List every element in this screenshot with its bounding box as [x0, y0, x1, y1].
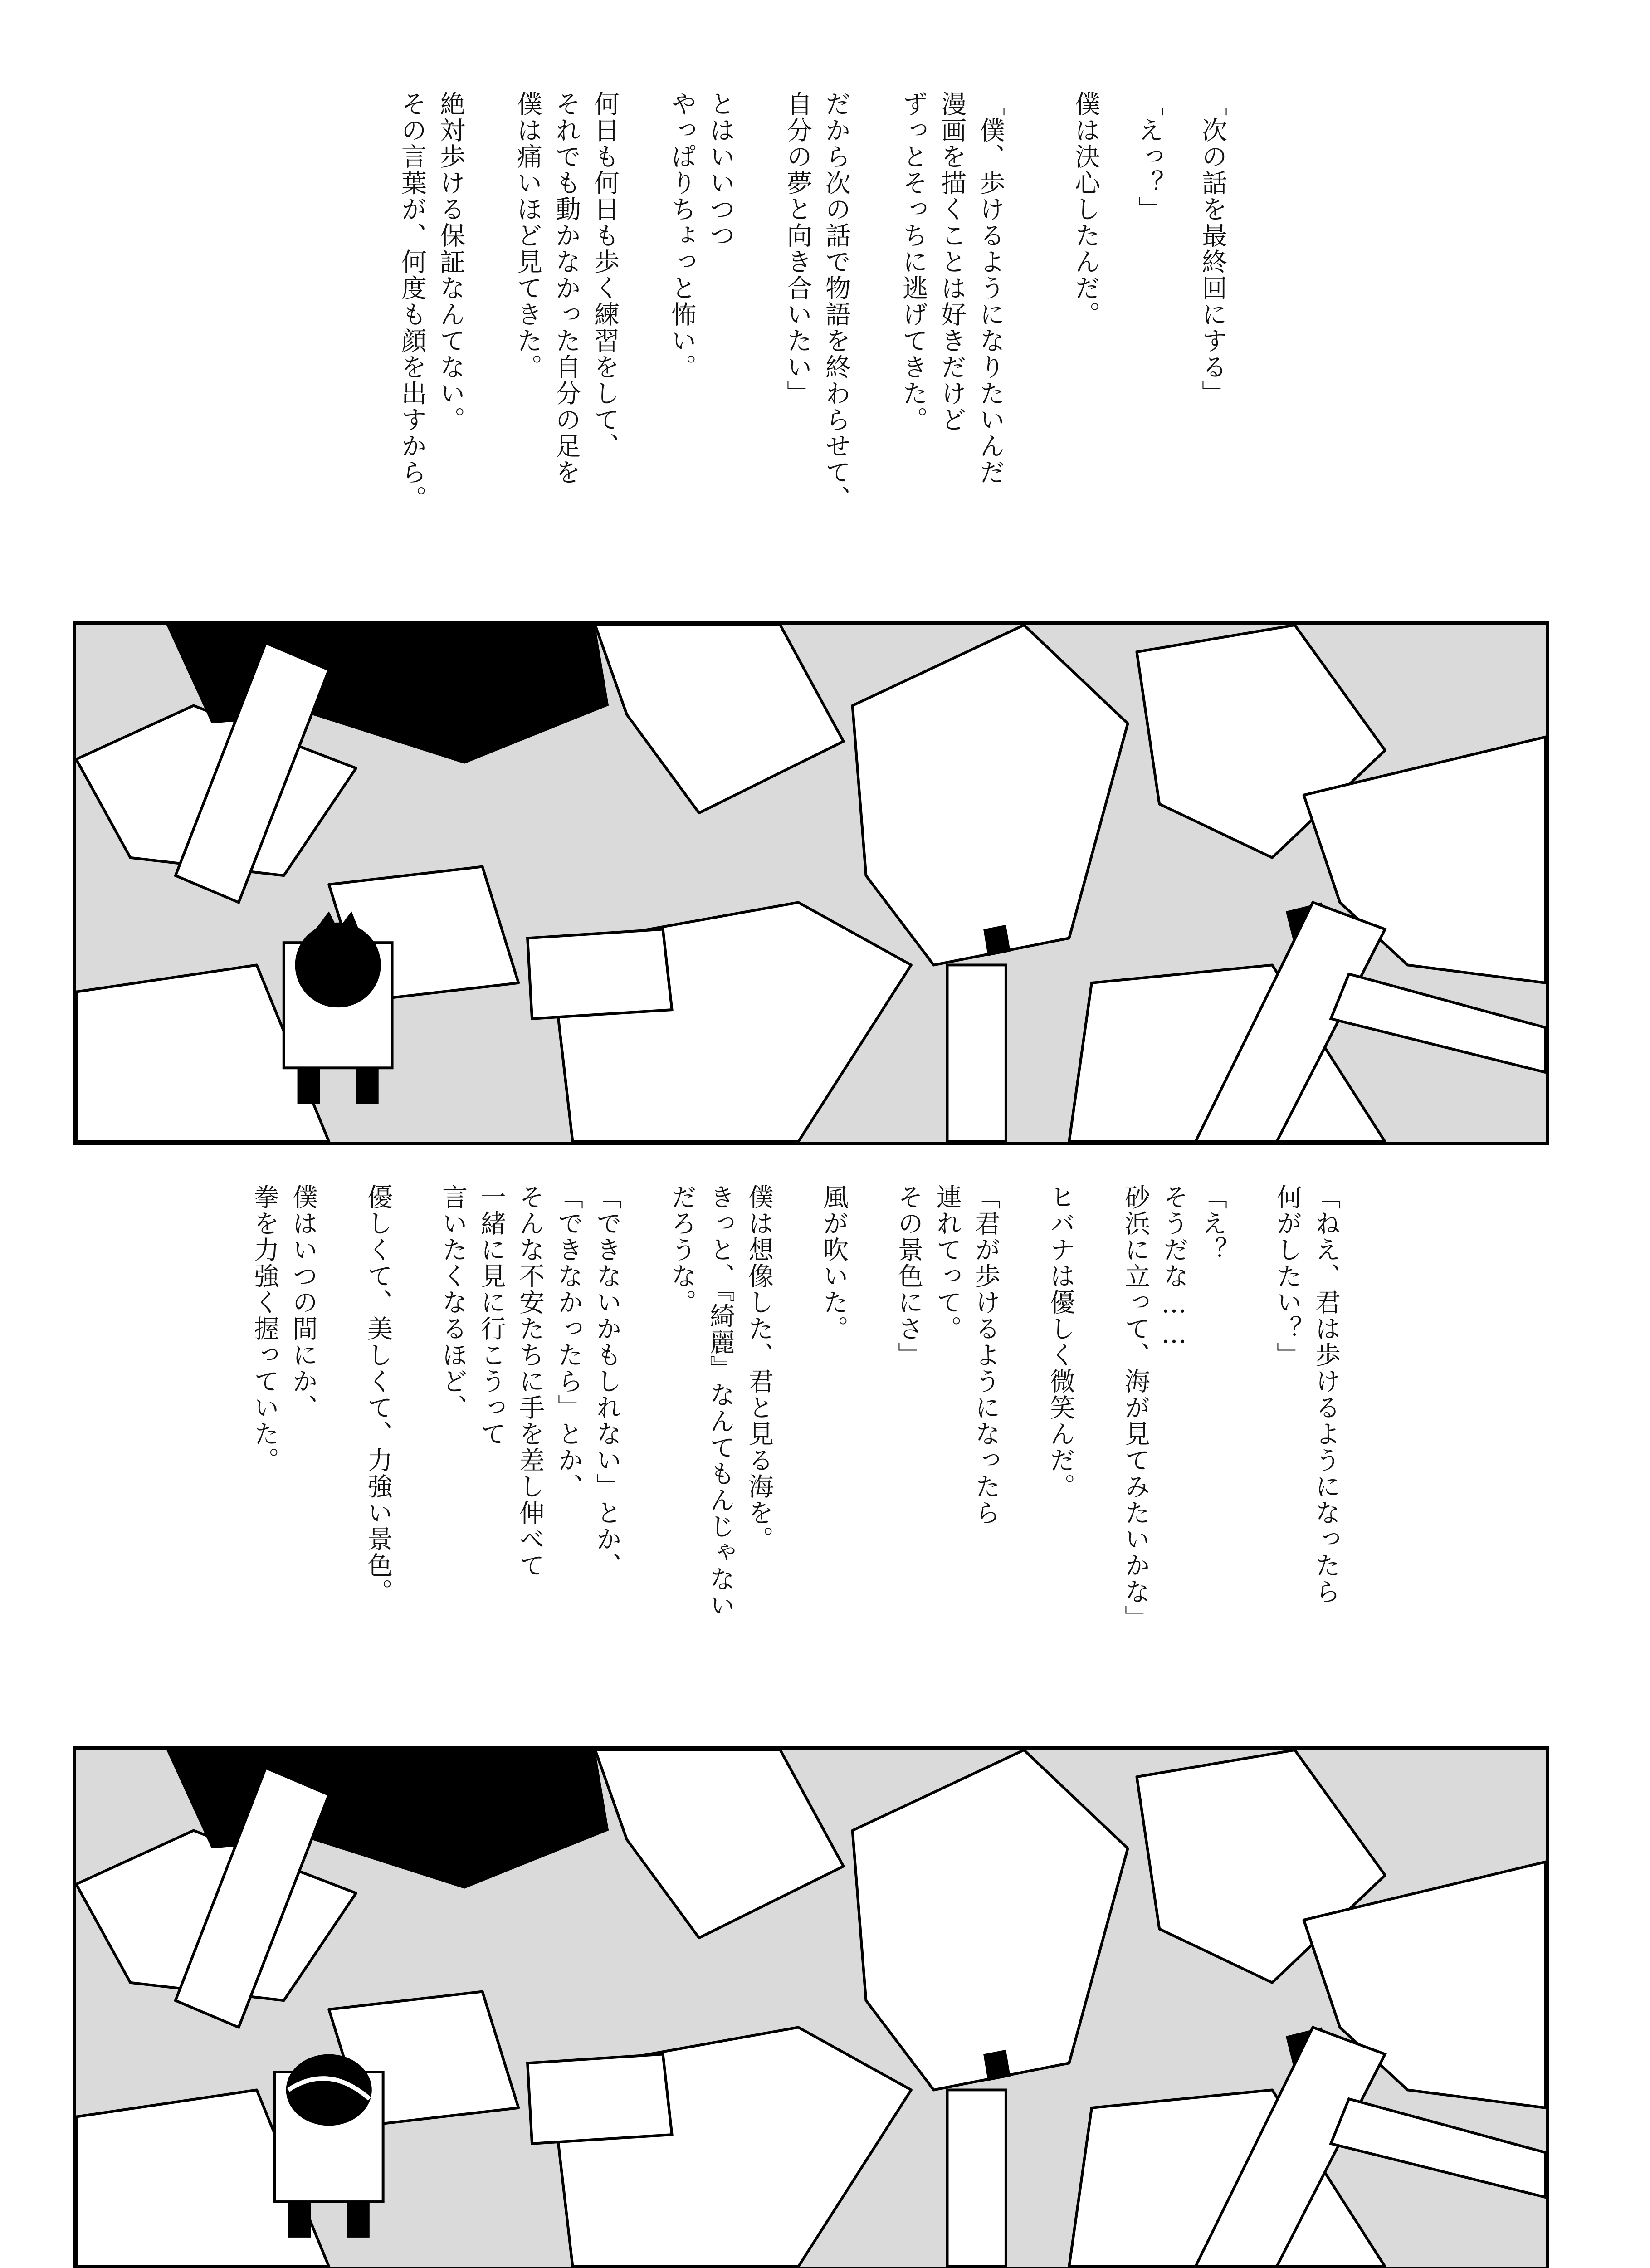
text-column: やっぱりちょっと怖い。: [667, 91, 697, 380]
text-column: 一緒に見に行こうって: [477, 1184, 506, 1447]
text-column: 「えっ？」: [1134, 91, 1164, 222]
text-column: だろうな。: [667, 1184, 697, 1315]
text-column: 「君が歩けるようになったら: [971, 1184, 1001, 1526]
text-column: その言葉が、何度も顔を出すから。: [397, 91, 427, 512]
text-column: そうだな……: [1159, 1184, 1189, 1350]
text-column: 「ねえ、君は歩けるようになったら: [1311, 1184, 1341, 1605]
text-column: ヒバナは優しく微笑んだ。: [1046, 1184, 1075, 1500]
text-column: 「できなかったら」とか、: [554, 1184, 583, 1500]
text-column: 自分の夢と向き合いたい」: [783, 91, 812, 406]
text-column: とはいいつつ: [706, 91, 735, 249]
rubble-scene-illustration: [76, 625, 1546, 1142]
text-column: 絶対歩ける保証なんてない。: [436, 91, 465, 433]
text-column: きっと、『綺麗』なんてもんじゃない: [706, 1184, 735, 1618]
text-column: 何がしたい？」: [1273, 1184, 1302, 1368]
text-column: 「次の話を最終回にする」: [1198, 91, 1227, 406]
manga-panel-2: [73, 1746, 1549, 2268]
text-column: 砂浜に立って、海が見てみたいかな」: [1121, 1184, 1150, 1631]
text-column: 僕は決心したんだ。: [1071, 91, 1100, 327]
text-column: 言いたくなるほど、: [438, 1184, 468, 1421]
text-column: 僕は痛いほど見てきた。: [513, 91, 542, 380]
text-column: 「え？: [1198, 1184, 1227, 1263]
text-column: その景色にさ」: [894, 1184, 923, 1368]
text-column: 拳を力強く握っていた。: [250, 1184, 279, 1473]
text-column: 僕はいつの間にか、: [288, 1184, 318, 1421]
text-column: 漫画を描くことは好きだけど: [937, 91, 967, 433]
text-column: 僕は想像した、君と見る海を。: [744, 1184, 774, 1552]
text-column: それでも動かなかった自分の足を: [552, 91, 581, 485]
boy-figure-head-down: [275, 2054, 383, 2238]
text-column: ずっとそっちに逃げてきた。: [898, 91, 928, 433]
text-column: 風が吹いた。: [819, 1184, 849, 1342]
text-column: 優しくて、美しくて、力強い景色。: [363, 1184, 393, 1605]
text-column: だから次の話で物語を終わらせて、: [821, 91, 851, 512]
text-column: 何日も何日も歩く練習をして、: [590, 91, 620, 459]
manga-panel-1: [73, 621, 1549, 1145]
text-column: そんな不安たちに手を差し伸べて: [515, 1184, 545, 1579]
rubble-scene-illustration: [76, 1750, 1546, 2267]
text-column: 「できないかもしれない」とか、: [592, 1184, 622, 1579]
text-column: 連れてって。: [932, 1184, 962, 1342]
text-column: 「僕、歩けるようになりたいんだ: [976, 91, 1005, 485]
